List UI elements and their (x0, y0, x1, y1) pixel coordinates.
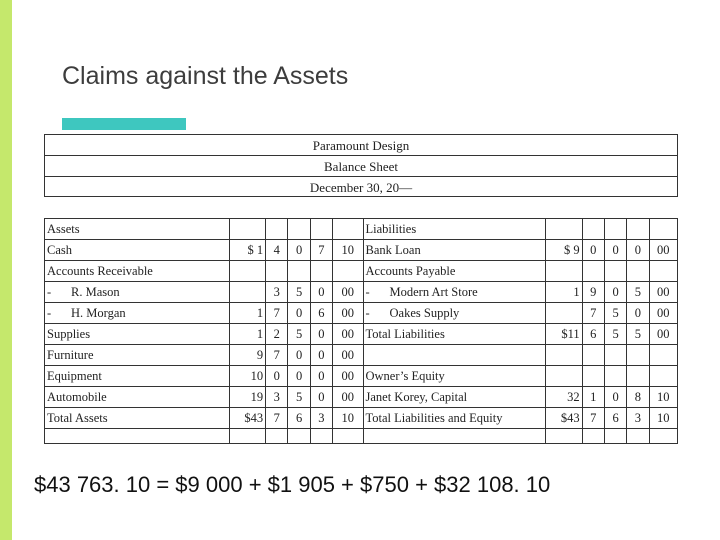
liability-amount: $ 9 (546, 240, 583, 261)
asset-digit: 5 (288, 282, 310, 303)
liability-label (363, 366, 546, 387)
liability-digit: 5 (604, 324, 626, 345)
asset-digit: 00 (333, 303, 363, 324)
liability-name: Total Liabilities and Equity (365, 411, 503, 425)
asset-name: Furniture (47, 348, 94, 362)
liability-amount: $43 (546, 408, 583, 429)
asset-label (45, 240, 230, 261)
table-row (45, 408, 678, 429)
asset-label (45, 345, 230, 366)
liability-label (363, 408, 546, 429)
asset-label (45, 387, 230, 408)
asset-amount: 9 (229, 345, 266, 366)
asset-name: Total Assets (47, 411, 108, 425)
liability-digit (604, 366, 626, 387)
liability-digit: 0 (627, 303, 649, 324)
liability-name: Accounts Payable (365, 264, 456, 278)
liability-digit: 5 (627, 282, 649, 303)
asset-digit: 5 (288, 387, 310, 408)
liability-digit: 10 (649, 408, 677, 429)
asset-digit: 0 (288, 366, 310, 387)
asset-digit: 0 (310, 282, 332, 303)
asset-digit: 0 (310, 324, 332, 345)
asset-digit: 0 (310, 387, 332, 408)
liability-label (363, 261, 546, 282)
liability-name: Owner’s Equity (365, 369, 445, 383)
liability-amount: 1 (546, 282, 583, 303)
asset-amount (229, 261, 266, 282)
liability-digit (627, 261, 649, 282)
asset-amount: 1 (229, 303, 266, 324)
asset-digit (288, 261, 310, 282)
liability-label (363, 240, 546, 261)
asset-digit: 4 (266, 240, 288, 261)
assets-heading: Assets (45, 219, 230, 240)
asset-amount (229, 282, 266, 303)
asset-digit: 0 (310, 345, 332, 366)
slide-title: Claims against the Assets (62, 62, 349, 90)
balance-sheet-table (44, 218, 678, 444)
asset-amount: 19 (229, 387, 266, 408)
liability-digit: 00 (649, 240, 677, 261)
company-name: Paramount Design (44, 134, 678, 155)
liability-amount (546, 366, 583, 387)
asset-digit (266, 261, 288, 282)
bullet-dash: - (47, 285, 52, 299)
asset-digit: 0 (266, 366, 288, 387)
table-row (45, 429, 678, 444)
table-header-row (45, 219, 678, 240)
liability-digit (604, 261, 626, 282)
liability-label (363, 324, 546, 345)
asset-digit: 7 (266, 345, 288, 366)
table-row (45, 261, 678, 282)
asset-amount: 10 (229, 366, 266, 387)
left-accent-bar (0, 0, 12, 540)
statement-name: Balance Sheet (44, 155, 678, 176)
asset-digit: 5 (288, 324, 310, 345)
asset-digit: 0 (288, 345, 310, 366)
asset-digit: 00 (333, 345, 363, 366)
liability-digit (604, 345, 626, 366)
liability-digit: 0 (604, 387, 626, 408)
asset-name: Automobile (47, 390, 107, 404)
table-row (45, 324, 678, 345)
table-row (45, 282, 678, 303)
liability-digit: 0 (582, 240, 604, 261)
asset-digit: 0 (288, 240, 310, 261)
table-row (45, 366, 678, 387)
asset-amount: 1 (229, 324, 266, 345)
asset-name: Cash (47, 243, 72, 257)
liability-digit (582, 345, 604, 366)
liability-digit (649, 345, 677, 366)
asset-label (45, 303, 230, 324)
asset-digit: 10 (333, 408, 363, 429)
liability-digit: 8 (627, 387, 649, 408)
liability-name: Bank Loan (365, 243, 421, 257)
asset-label (45, 261, 230, 282)
asset-label (45, 282, 230, 303)
liability-amount (546, 261, 583, 282)
liability-digit: 3 (627, 408, 649, 429)
asset-digit: 00 (333, 282, 363, 303)
liability-digit: 0 (627, 240, 649, 261)
liability-digit (582, 366, 604, 387)
asset-amount: $ 1 (229, 240, 266, 261)
liability-label (363, 387, 546, 408)
asset-digit (310, 261, 332, 282)
asset-digit: 6 (288, 408, 310, 429)
balance-sheet (44, 134, 678, 442)
asset-digit: 2 (266, 324, 288, 345)
asset-name: H. Morgan (71, 306, 126, 320)
liability-name: Total Liabilities (365, 327, 445, 341)
liability-name: Janet Korey, Capital (365, 390, 468, 404)
asset-digit (333, 261, 363, 282)
liability-digit: 6 (582, 324, 604, 345)
asset-label (45, 366, 230, 387)
title-underline-accent (62, 118, 186, 130)
table-row (45, 240, 678, 261)
liabilities-heading: Liabilities (363, 219, 546, 240)
liability-digit: 00 (649, 282, 677, 303)
asset-name: Supplies (47, 327, 91, 341)
asset-digit: 7 (310, 240, 332, 261)
asset-digit: 3 (310, 408, 332, 429)
asset-digit: 00 (333, 387, 363, 408)
bullet-dash: - (365, 285, 370, 299)
liability-digit: 7 (582, 408, 604, 429)
liability-digit: 0 (604, 282, 626, 303)
asset-amount: $43 (229, 408, 266, 429)
asset-label (45, 408, 230, 429)
liability-digit (627, 345, 649, 366)
liability-name: Modern Art Store (389, 285, 478, 299)
asset-name: R. Mason (71, 285, 120, 299)
liability-amount: 32 (546, 387, 583, 408)
liability-digit: 9 (582, 282, 604, 303)
statement-date: December 30, 20— (44, 176, 678, 197)
liability-digit: 1 (582, 387, 604, 408)
liability-amount (546, 303, 583, 324)
asset-digit: 0 (310, 366, 332, 387)
liability-digit: 6 (604, 408, 626, 429)
asset-name: Accounts Receivable (47, 264, 153, 278)
table-row (45, 303, 678, 324)
liability-label (363, 345, 546, 366)
liability-digit (627, 366, 649, 387)
asset-digit: 3 (266, 282, 288, 303)
liability-amount (546, 345, 583, 366)
liability-digit: 10 (649, 387, 677, 408)
liability-label (363, 303, 546, 324)
bullet-dash: - (47, 306, 52, 320)
asset-digit: 3 (266, 387, 288, 408)
liability-digit: 7 (582, 303, 604, 324)
liability-digit: 5 (604, 303, 626, 324)
asset-digit: 6 (310, 303, 332, 324)
liability-label (363, 282, 546, 303)
table-row (45, 345, 678, 366)
liability-digit (582, 261, 604, 282)
asset-digit: 7 (266, 408, 288, 429)
table-row (45, 387, 678, 408)
asset-name: Equipment (47, 369, 102, 383)
liability-digit: 0 (604, 240, 626, 261)
asset-digit: 00 (333, 324, 363, 345)
liability-digit (649, 261, 677, 282)
asset-digit: 0 (288, 303, 310, 324)
liability-name: Oakes Supply (389, 306, 460, 320)
accounting-equation: $43 763. 10 = $9 000 + $1 905 + $750 + $32 108. 10 (34, 472, 551, 497)
asset-digit: 10 (333, 240, 363, 261)
liability-digit: 00 (649, 324, 677, 345)
asset-label (45, 324, 230, 345)
liability-digit: 00 (649, 303, 677, 324)
liability-amount: $11 (546, 324, 583, 345)
bullet-dash: - (365, 306, 370, 320)
liability-digit (649, 366, 677, 387)
asset-digit: 00 (333, 366, 363, 387)
liability-digit: 5 (627, 324, 649, 345)
asset-digit: 7 (266, 303, 288, 324)
